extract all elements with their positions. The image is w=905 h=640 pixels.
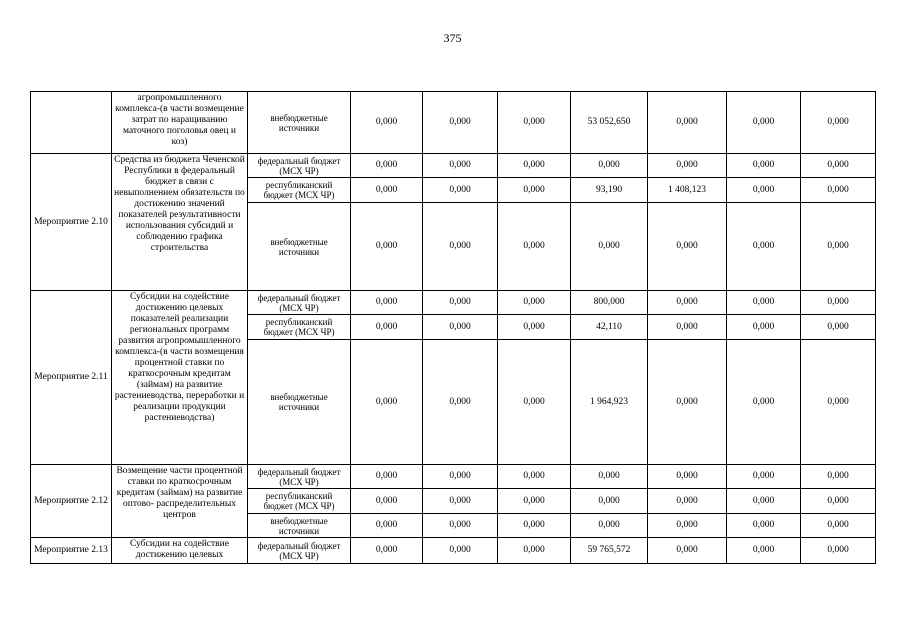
value-cell: 42,110	[571, 315, 648, 340]
value-cell: 0,000	[648, 514, 727, 538]
funding-source-cell: федеральный бюджет (МСХ ЧР)	[248, 465, 351, 489]
value-cell: 0,000	[801, 178, 876, 203]
value-cell: 0,000	[423, 178, 498, 203]
funding-source-cell: республиканский бюджет (МСХ ЧР)	[248, 178, 351, 203]
value-cell: 0,000	[498, 92, 571, 154]
value-cell: 0,000	[351, 340, 423, 465]
value-cell: 0,000	[648, 465, 727, 489]
funding-source-cell: республиканский бюджет (МСХ ЧР)	[248, 315, 351, 340]
funding-source-cell: внебюджетные источники	[248, 203, 351, 291]
funding-source-cell: внебюджетные источники	[248, 340, 351, 465]
value-cell: 0,000	[801, 315, 876, 340]
event-cell: Мероприятие 2.13	[31, 538, 112, 564]
value-cell: 0,000	[498, 465, 571, 489]
page-number: 375	[443, 31, 462, 45]
value-cell: 1 964,923	[571, 340, 648, 465]
value-cell: 0,000	[423, 203, 498, 291]
value-cell: 0,000	[351, 203, 423, 291]
description-cell: Субсидии на содействие достижению целевых показателей реализации региональных программ развития агропромышленного комплекса-(в части возмещения процентной ставки по краткосрочным кредитам (займам) на развитие растениеводства, переработки и реализации продукции растениеводства)	[112, 291, 248, 465]
description-cell: агропромышленного комплекса-(в части возмещение затрат по наращиванию маточного поголовья овец и коз)	[112, 92, 248, 154]
value-cell: 0,000	[423, 514, 498, 538]
value-cell: 0,000	[498, 203, 571, 291]
table-row	[31, 465, 876, 489]
value-cell: 0,000	[351, 178, 423, 203]
event-cell	[31, 92, 112, 154]
description-cell: Субсидии на содействие достижению целевых	[112, 538, 248, 564]
value-cell: 0,000	[498, 489, 571, 514]
value-cell: 0,000	[423, 538, 498, 564]
value-cell: 0,000	[351, 92, 423, 154]
value-cell: 0,000	[648, 538, 727, 564]
value-cell: 93,190	[571, 178, 648, 203]
value-cell: 0,000	[351, 538, 423, 564]
value-cell: 0,000	[498, 154, 571, 178]
value-cell: 0,000	[727, 465, 801, 489]
value-cell: 0,000	[648, 489, 727, 514]
value-cell: 59 765,572	[571, 538, 648, 564]
event-cell: Мероприятие 2.12	[31, 465, 112, 538]
value-cell: 0,000	[351, 315, 423, 340]
description-cell: Возмещение части процентной ставки по краткосрочным кредитам (займам) на развитие оптово- распределительных центров	[112, 465, 248, 538]
value-cell: 0,000	[801, 538, 876, 564]
value-cell: 0,000	[571, 203, 648, 291]
value-cell: 0,000	[648, 154, 727, 178]
value-cell: 0,000	[498, 340, 571, 465]
event-cell: Мероприятие 2.11	[31, 291, 112, 465]
value-cell: 0,000	[727, 514, 801, 538]
value-cell: 1 408,123	[648, 178, 727, 203]
value-cell: 0,000	[648, 203, 727, 291]
table-row	[31, 538, 876, 564]
value-cell: 0,000	[351, 514, 423, 538]
funding-source-cell: федеральный бюджет (МСХ ЧР)	[248, 291, 351, 315]
budget-table	[30, 91, 876, 564]
value-cell: 0,000	[801, 465, 876, 489]
value-cell: 0,000	[648, 315, 727, 340]
value-cell: 0,000	[801, 291, 876, 315]
value-cell: 0,000	[801, 203, 876, 291]
value-cell: 0,000	[423, 92, 498, 154]
value-cell: 0,000	[801, 154, 876, 178]
value-cell: 0,000	[801, 92, 876, 154]
value-cell: 0,000	[727, 315, 801, 340]
funding-source-cell: республиканский бюджет (МСХ ЧР)	[248, 489, 351, 514]
value-cell: 0,000	[801, 514, 876, 538]
table-row	[31, 291, 876, 315]
value-cell: 0,000	[351, 154, 423, 178]
value-cell: 0,000	[498, 514, 571, 538]
value-cell: 0,000	[727, 92, 801, 154]
value-cell: 0,000	[423, 291, 498, 315]
table-row	[31, 154, 876, 178]
value-cell: 0,000	[648, 291, 727, 315]
value-cell: 0,000	[648, 92, 727, 154]
value-cell: 0,000	[727, 154, 801, 178]
value-cell: 0,000	[351, 489, 423, 514]
value-cell: 0,000	[801, 489, 876, 514]
value-cell: 0,000	[727, 178, 801, 203]
value-cell: 0,000	[727, 291, 801, 315]
value-cell: 0,000	[351, 465, 423, 489]
value-cell: 0,000	[498, 315, 571, 340]
value-cell: 0,000	[423, 154, 498, 178]
value-cell: 0,000	[727, 538, 801, 564]
value-cell: 0,000	[423, 340, 498, 465]
description-cell: Средства из бюджета Чеченской Республики в федеральный бюджет в связи с невыполнением обязательств по достижению значений показателей результативности использования субсидий и соблюдению графика строительства	[112, 154, 248, 291]
value-cell: 0,000	[423, 315, 498, 340]
value-cell: 0,000	[498, 538, 571, 564]
value-cell: 0,000	[498, 291, 571, 315]
value-cell: 0,000	[648, 340, 727, 465]
value-cell: 0,000	[423, 465, 498, 489]
value-cell: 0,000	[351, 291, 423, 315]
value-cell: 800,000	[571, 291, 648, 315]
value-cell: 0,000	[727, 340, 801, 465]
value-cell: 0,000	[727, 489, 801, 514]
value-cell: 0,000	[498, 178, 571, 203]
value-cell: 0,000	[571, 489, 648, 514]
value-cell: 0,000	[571, 154, 648, 178]
table-row	[31, 92, 876, 154]
funding-source-cell: федеральный бюджет (МСХ ЧР)	[248, 154, 351, 178]
value-cell: 0,000	[571, 514, 648, 538]
value-cell: 0,000	[571, 465, 648, 489]
funding-source-cell: внебюджетные источники	[248, 514, 351, 538]
value-cell: 0,000	[727, 203, 801, 291]
funding-source-cell: внебюджетные источники	[248, 92, 351, 154]
funding-source-cell: федеральный бюджет (МСХ ЧР)	[248, 538, 351, 564]
event-cell: Мероприятие 2.10	[31, 154, 112, 291]
value-cell: 0,000	[801, 340, 876, 465]
value-cell: 53 052,650	[571, 92, 648, 154]
value-cell: 0,000	[423, 489, 498, 514]
